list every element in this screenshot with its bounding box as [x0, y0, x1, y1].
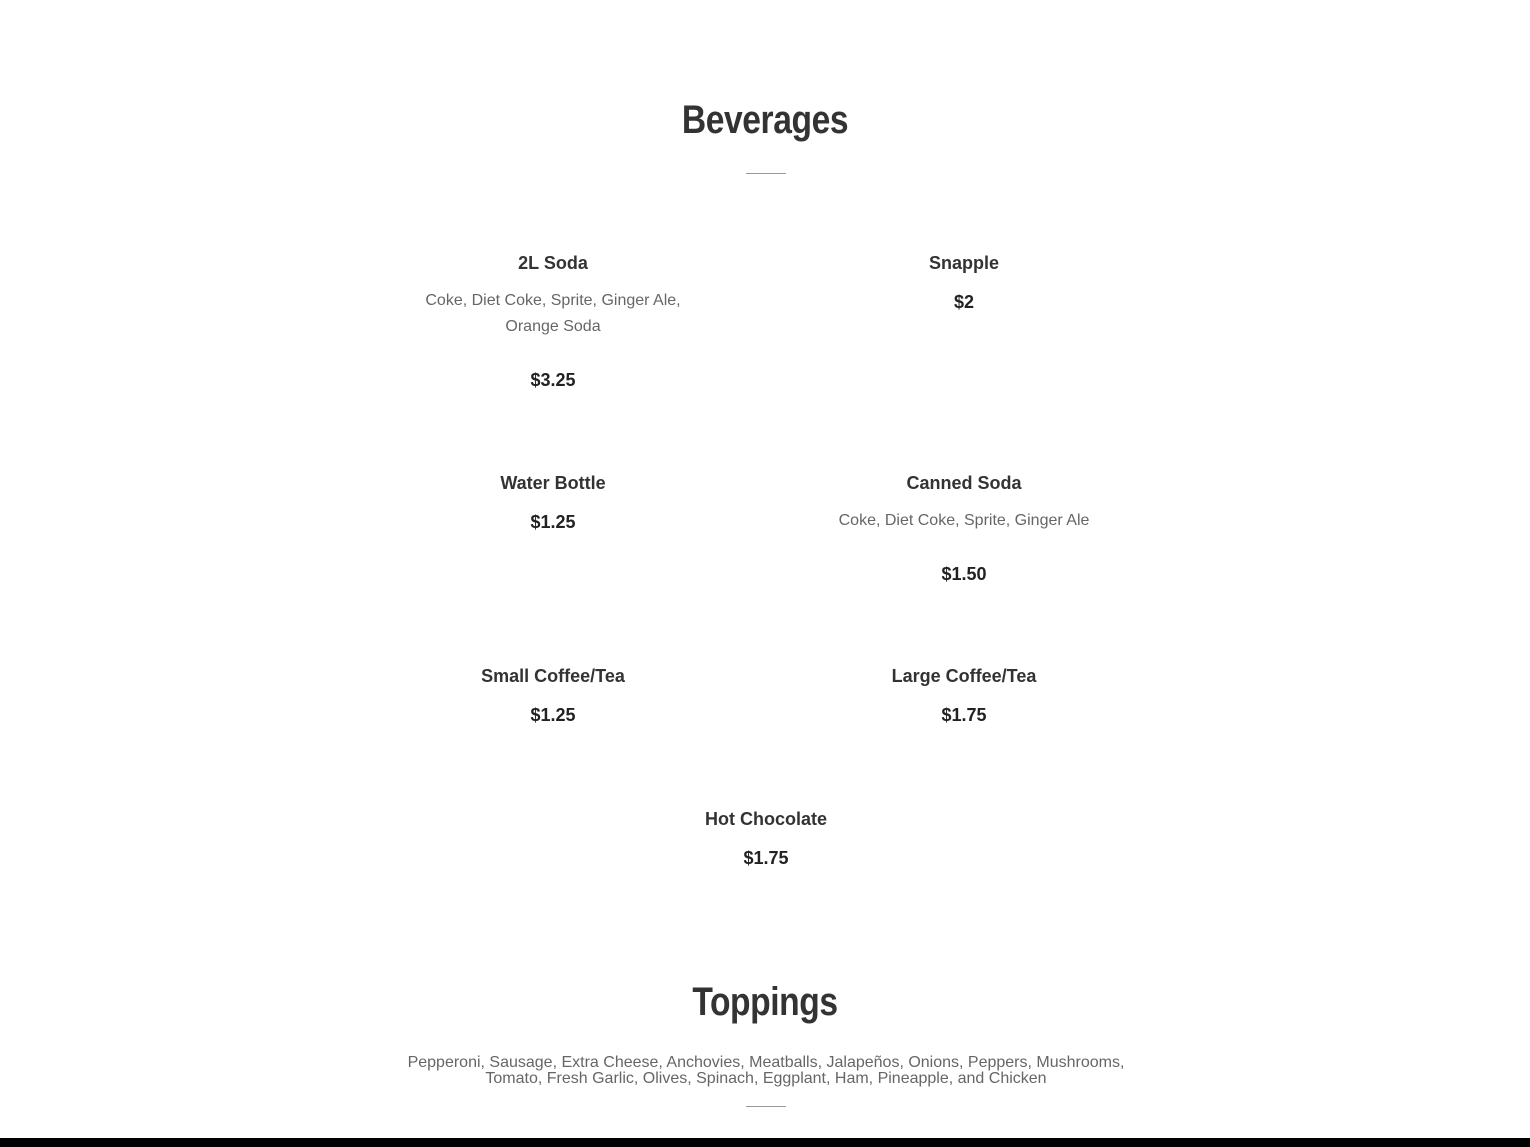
- item-name: Snapple: [928, 253, 999, 273]
- item-price: $2: [953, 292, 975, 312]
- menu-item-water-bottle: [403, 472, 703, 533]
- menu-item-snapple: [814, 252, 1114, 313]
- toppings-description: [390, 1055, 1142, 1087]
- item-description: Coke, Diet Coke, Sprite, Ginger Ale, Orange Soda: [425, 292, 681, 335]
- toppings-divider: [746, 1106, 786, 1107]
- item-name: 2L Soda: [518, 253, 588, 273]
- menu-item-hot-chocolate: [616, 808, 916, 869]
- item-name: Water Bottle: [500, 473, 606, 493]
- toppings-line-1: Pepperoni, Sausage, Extra Cheese, Anchovies, Meatballs, Jalapeños, Onions, Peppers, Mushrooms,: [407, 1054, 1125, 1071]
- item-price: $1.50: [941, 564, 987, 584]
- item-price: $3.25: [530, 370, 576, 390]
- item-name: Hot Chocolate: [704, 809, 827, 829]
- item-name: Small Coffee/Tea: [481, 666, 625, 686]
- toppings-title: Toppings: [692, 980, 838, 1024]
- beverages-divider: [746, 173, 786, 174]
- item-price: $1.25: [530, 705, 576, 725]
- toppings-line-2: Tomato, Fresh Garlic, Olives, Spinach, Eggplant, Ham, Pineapple, and Chicken: [485, 1070, 1047, 1087]
- item-price: $1.75: [941, 705, 987, 725]
- item-description: Coke, Diet Coke, Sprite, Ginger Ale: [838, 512, 1090, 529]
- menu-item-large-coffee-tea: [814, 665, 1114, 726]
- menu-item-2l-soda: [403, 252, 703, 391]
- item-price: $1.25: [530, 512, 576, 532]
- item-name: Large Coffee/Tea: [891, 666, 1037, 686]
- footer-bar: [0, 1138, 1530, 1147]
- item-name: Canned Soda: [906, 473, 1022, 493]
- item-price: $1.75: [743, 848, 789, 868]
- menu-item-canned-soda: [814, 472, 1114, 585]
- menu-item-small-coffee-tea: [403, 665, 703, 726]
- beverages-title: Beverages: [681, 98, 849, 142]
